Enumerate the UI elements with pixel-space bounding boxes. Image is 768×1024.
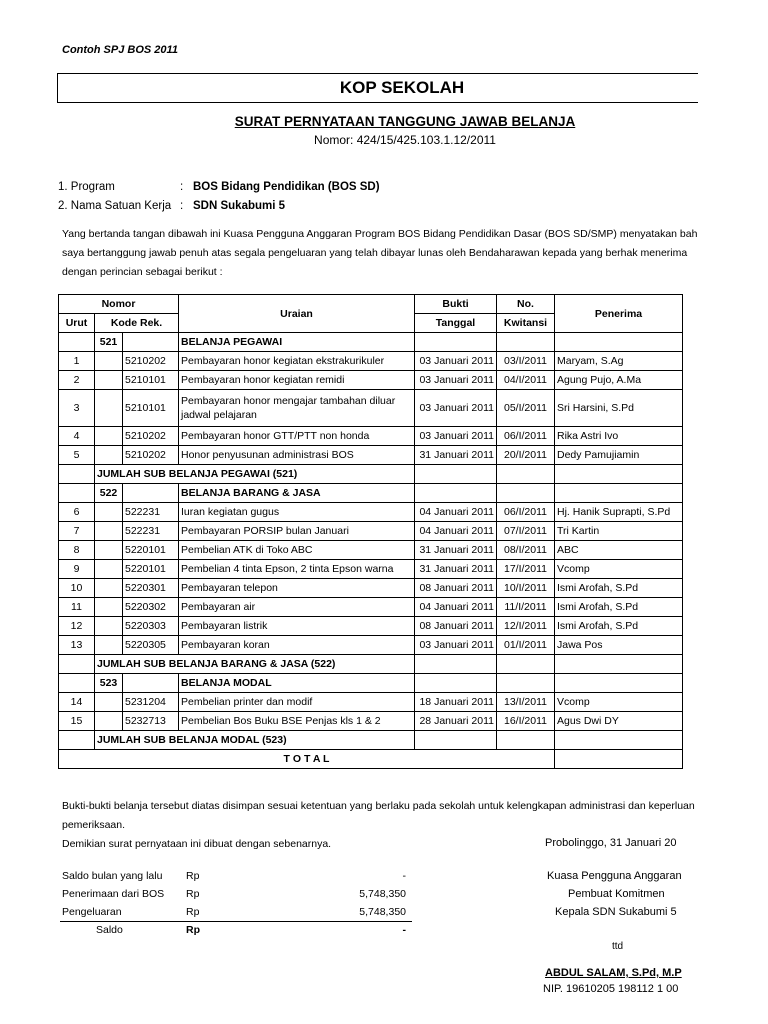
- group-empty: [497, 333, 555, 352]
- cell-uraian: Pembayaran telepon: [179, 579, 415, 598]
- header-tanggal: Tanggal: [415, 314, 497, 333]
- subtotal-empty: [59, 731, 95, 750]
- table-row: [59, 390, 683, 427]
- cell-tanggal: 31 Januari 2011: [415, 446, 497, 465]
- cell-kode: 5220101: [123, 541, 179, 560]
- document-label: Contoh SPJ BOS 2011: [62, 44, 178, 56]
- subtotal-empty: [555, 731, 683, 750]
- table-header-row-1: [59, 295, 683, 314]
- cell-kwitansi: 10/I/2011: [497, 579, 555, 598]
- letterhead-title: KOP SEKOLAH: [339, 78, 465, 97]
- cell-kode: 522231: [123, 522, 179, 541]
- intro-line-1: Yang bertanda tangan dibawah ini Kuasa Pengguna Anggaran Program BOS Bidang Pendidikan Dasar (BOS SD/SMP) menyatakan bah: [62, 228, 698, 240]
- intro-line-2: saya bertanggung jawab penuh atas segala pengeluaran yang telah dibayar lunas oleh Bendaharawan kepada yang berhak menerima: [62, 247, 688, 259]
- group-empty: [59, 484, 95, 503]
- cell-uraian: Iuran kegiatan gugus: [179, 503, 415, 522]
- subtotal-row: [59, 465, 683, 484]
- subtotal-label: JUMLAH SUB BELANJA BARANG & JASA (522): [95, 655, 415, 674]
- closing-line-3: Demikian surat pernyataan ini dibuat dengan sebenarnya.: [62, 838, 332, 850]
- cell-empty: [95, 712, 123, 731]
- cell-uraian: Pembelian ATK di Toko ABC: [179, 541, 415, 560]
- header-uraian: Uraian: [179, 295, 415, 333]
- cell-penerima: Vcomp: [555, 560, 683, 579]
- signatory-nip: NIP. 19610205 198112 1 00: [543, 983, 679, 995]
- table-row: [59, 446, 683, 465]
- cell-urut: 13: [59, 636, 95, 655]
- cell-kwitansi: 13/I/2011: [497, 693, 555, 712]
- cell-penerima: Hj. Hanik Suprapti, S.Pd: [555, 503, 683, 522]
- expense-table: [58, 294, 683, 769]
- signature-role-2: Pembuat Komitmen: [568, 888, 665, 900]
- cell-tanggal: 03 Januari 2011: [415, 636, 497, 655]
- subtotal-empty: [59, 465, 95, 484]
- cell-tanggal: 03 Januari 2011: [415, 390, 497, 427]
- cell-uraian: Pembelian Bos Buku BSE Penjas kls 1 & 2: [179, 712, 415, 731]
- intro-line-3: dengan perincian sebagai berikut :: [62, 266, 223, 278]
- cell-kode: 5220302: [123, 598, 179, 617]
- saldo-cur: Rp: [186, 924, 200, 936]
- cell-penerima: Agus Dwi DY: [555, 712, 683, 731]
- cell-uraian: Pembayaran honor kegiatan remidi: [179, 371, 415, 390]
- cell-tanggal: 28 Januari 2011: [415, 712, 497, 731]
- cell-urut: 12: [59, 617, 95, 636]
- cell-penerima: Vcomp: [555, 693, 683, 712]
- cell-tanggal: 31 Januari 2011: [415, 560, 497, 579]
- cell-penerima: Agung Pujo, A.Ma: [555, 371, 683, 390]
- cell-kwitansi: 04/I/2011: [497, 371, 555, 390]
- table-row: [59, 541, 683, 560]
- place-date: Probolinggo, 31 Januari 20: [545, 837, 677, 849]
- finance-cur-2: Rp: [186, 888, 200, 900]
- cell-urut: 2: [59, 371, 95, 390]
- group-title: BELANJA MODAL: [179, 674, 415, 693]
- finance-divider: [60, 921, 412, 922]
- group-row: [59, 674, 683, 693]
- cell-uraian: Pembayaran honor GTT/PTT non honda: [179, 427, 415, 446]
- group-empty: [59, 333, 95, 352]
- table-row: [59, 579, 683, 598]
- cell-empty: [95, 427, 123, 446]
- cell-empty: [95, 579, 123, 598]
- signature-role-3: Kepala SDN Sukabumi 5: [555, 906, 677, 918]
- header-no: No.: [497, 295, 555, 314]
- cell-kode: 5220101: [123, 560, 179, 579]
- cell-tanggal: 08 Januari 2011: [415, 579, 497, 598]
- cell-urut: 15: [59, 712, 95, 731]
- group-code: 521: [95, 333, 123, 352]
- cell-penerima: Maryam, S.Ag: [555, 352, 683, 371]
- cell-empty: [95, 503, 123, 522]
- cell-penerima: ABC: [555, 541, 683, 560]
- cell-tanggal: 04 Januari 2011: [415, 503, 497, 522]
- cell-kwitansi: 11/I/2011: [497, 598, 555, 617]
- cell-kwitansi: 06/I/2011: [497, 427, 555, 446]
- header-kwitansi: Kwitansi: [497, 314, 555, 333]
- cell-empty: [95, 390, 123, 427]
- subtotal-empty: [555, 465, 683, 484]
- cell-kwitansi: 06/I/2011: [497, 503, 555, 522]
- cell-urut: 9: [59, 560, 95, 579]
- cell-kwitansi: 20/I/2011: [497, 446, 555, 465]
- group-empty: [497, 674, 555, 693]
- group-empty: [123, 333, 179, 352]
- group-code: 523: [95, 674, 123, 693]
- group-empty: [497, 484, 555, 503]
- cell-empty: [95, 371, 123, 390]
- subtotal-empty: [415, 465, 497, 484]
- saldo-amount: -: [402, 924, 406, 936]
- cell-kode: 522231: [123, 503, 179, 522]
- group-title: BELANJA PEGAWAI: [179, 333, 415, 352]
- table-row: [59, 522, 683, 541]
- total-label: T O T A L: [59, 750, 555, 769]
- cell-tanggal: 31 Januari 2011: [415, 541, 497, 560]
- finance-cur-3: Rp: [186, 906, 200, 918]
- total-empty: [555, 750, 683, 769]
- finance-label-3: Pengeluaran: [62, 906, 122, 918]
- cell-urut: 11: [59, 598, 95, 617]
- subtotal-empty: [555, 655, 683, 674]
- cell-kwitansi: 08/I/2011: [497, 541, 555, 560]
- finance-amount-1: -: [402, 870, 406, 882]
- document-number: Nomor: 424/15/425.103.1.12/2011: [314, 133, 496, 147]
- total-row: [59, 750, 683, 769]
- subtotal-label: JUMLAH SUB BELANJA PEGAWAI (521): [95, 465, 415, 484]
- closing-line-1: Bukti-bukti belanja tersebut diatas disimpan sesuai ketentuan yang berlaku pada sekolah untuk kelengkapan administrasi dan keperluan: [62, 800, 695, 812]
- cell-uraian: Pembayaran honor mengajar tambahan diluar jadwal pelajaran: [179, 390, 415, 427]
- table-row: [59, 427, 683, 446]
- cell-kode: 5210101: [123, 390, 179, 427]
- cell-uraian: Honor penyusunan administrasi BOS: [179, 446, 415, 465]
- group-empty: [555, 484, 683, 503]
- cell-empty: [95, 636, 123, 655]
- subtotal-empty: [497, 731, 555, 750]
- saldo-label: Saldo: [96, 924, 123, 936]
- cell-uraian: Pembelian 4 tinta Epson, 2 tinta Epson warna: [179, 560, 415, 579]
- cell-kwitansi: 01/I/2011: [497, 636, 555, 655]
- finance-label-2: Penerimaan dari BOS: [62, 888, 165, 900]
- cell-tanggal: 03 Januari 2011: [415, 371, 497, 390]
- signature-role-1: Kuasa Pengguna Anggaran: [547, 870, 682, 882]
- group-empty: [555, 333, 683, 352]
- cell-empty: [95, 693, 123, 712]
- group-empty: [415, 674, 497, 693]
- table-row: [59, 617, 683, 636]
- cell-tanggal: 04 Januari 2011: [415, 522, 497, 541]
- cell-empty: [95, 560, 123, 579]
- table-row: [59, 636, 683, 655]
- header-nomor: Nomor: [59, 295, 179, 314]
- subtotal-empty: [415, 655, 497, 674]
- header-urut: Urut: [59, 314, 95, 333]
- table-row: [59, 693, 683, 712]
- cell-kode: 5210202: [123, 352, 179, 371]
- cell-empty: [95, 598, 123, 617]
- group-empty: [123, 674, 179, 693]
- table-row: [59, 371, 683, 390]
- cell-urut: 8: [59, 541, 95, 560]
- cell-kode: 5210101: [123, 371, 179, 390]
- cell-kwitansi: 17/I/2011: [497, 560, 555, 579]
- cell-uraian: Pembayaran koran: [179, 636, 415, 655]
- header-kode: Kode Rek.: [95, 314, 179, 333]
- cell-kode: 5231204: [123, 693, 179, 712]
- table-row: [59, 503, 683, 522]
- cell-tanggal: 03 Januari 2011: [415, 427, 497, 446]
- cell-uraian: Pembelian printer dan modif: [179, 693, 415, 712]
- group-empty: [59, 674, 95, 693]
- cell-kode: 5210202: [123, 427, 179, 446]
- cell-kode: 5220305: [123, 636, 179, 655]
- header-bukti: Bukti: [415, 295, 497, 314]
- field-program-label: 1. Program: [58, 181, 115, 193]
- group-empty: [415, 333, 497, 352]
- cell-penerima: Rika Astri Ivo: [555, 427, 683, 446]
- field-unit-sep: :: [180, 200, 184, 212]
- cell-empty: [95, 446, 123, 465]
- cell-urut: 5: [59, 446, 95, 465]
- cell-urut: 6: [59, 503, 95, 522]
- header-penerima: Penerima: [555, 295, 683, 333]
- subtotal-row: [59, 731, 683, 750]
- cell-empty: [95, 352, 123, 371]
- signature-ttd: ttd: [612, 941, 624, 952]
- cell-urut: 3: [59, 390, 95, 427]
- finance-cur-1: Rp: [186, 870, 200, 882]
- cell-kwitansi: 07/I/2011: [497, 522, 555, 541]
- group-empty: [123, 484, 179, 503]
- cell-urut: 4: [59, 427, 95, 446]
- group-row: [59, 333, 683, 352]
- signatory-name: ABDUL SALAM, S.Pd, M.P: [545, 967, 682, 979]
- document-title: SURAT PERNYATAAN TANGGUNG JAWAB BELANJA: [234, 114, 576, 129]
- cell-urut: 1: [59, 352, 95, 371]
- cell-urut: 10: [59, 579, 95, 598]
- closing-line-2: pemeriksaan.: [62, 819, 126, 831]
- cell-penerima: Ismi Arofah, S.Pd: [555, 598, 683, 617]
- cell-kode: 5210202: [123, 446, 179, 465]
- cell-uraian: Pembayaran PORSIP bulan Januari: [179, 522, 415, 541]
- cell-penerima: Ismi Arofah, S.Pd: [555, 579, 683, 598]
- field-unit-label: 2. Nama Satuan Kerja: [58, 200, 172, 212]
- group-code: 522: [95, 484, 123, 503]
- cell-kwitansi: 12/I/2011: [497, 617, 555, 636]
- subtotal-row: [59, 655, 683, 674]
- cell-tanggal: 18 Januari 2011: [415, 693, 497, 712]
- table-row: [59, 598, 683, 617]
- cell-empty: [95, 522, 123, 541]
- cell-kwitansi: 16/I/2011: [497, 712, 555, 731]
- subtotal-empty: [59, 655, 95, 674]
- group-empty: [415, 484, 497, 503]
- cell-penerima: Ismi Arofah, S.Pd: [555, 617, 683, 636]
- cell-kode: 5220303: [123, 617, 179, 636]
- cell-kwitansi: 03/I/2011: [497, 352, 555, 371]
- cell-tanggal: 08 Januari 2011: [415, 617, 497, 636]
- cell-kode: 5232713: [123, 712, 179, 731]
- table-row: [59, 560, 683, 579]
- subtotal-empty: [497, 655, 555, 674]
- cell-penerima: Dedy Pamujiamin: [555, 446, 683, 465]
- field-unit-value: SDN Sukabumi 5: [193, 200, 286, 212]
- group-title: BELANJA BARANG & JASA: [179, 484, 415, 503]
- cell-empty: [95, 541, 123, 560]
- cell-penerima: Sri Harsini, S.Pd: [555, 390, 683, 427]
- cell-uraian: Pembayaran air: [179, 598, 415, 617]
- cell-empty: [95, 617, 123, 636]
- cell-urut: 14: [59, 693, 95, 712]
- finance-label-1: Saldo bulan yang lalu: [62, 870, 163, 882]
- finance-amount-2: 5,748,350: [359, 888, 406, 900]
- finance-amount-3: 5,748,350: [359, 906, 406, 918]
- table-row: [59, 712, 683, 731]
- cell-kode: 5220301: [123, 579, 179, 598]
- field-program-value: BOS Bidang Pendidikan (BOS SD): [193, 181, 380, 193]
- subtotal-empty: [415, 731, 497, 750]
- group-empty: [555, 674, 683, 693]
- group-row: [59, 484, 683, 503]
- subtotal-empty: [497, 465, 555, 484]
- cell-urut: 7: [59, 522, 95, 541]
- subtotal-label: JUMLAH SUB BELANJA MODAL (523): [95, 731, 415, 750]
- field-program-sep: :: [180, 181, 184, 193]
- cell-penerima: Jawa Pos: [555, 636, 683, 655]
- cell-uraian: Pembayaran honor kegiatan ekstrakurikuler: [179, 352, 415, 371]
- cell-tanggal: 03 Januari 2011: [415, 352, 497, 371]
- cell-uraian: Pembayaran listrik: [179, 617, 415, 636]
- cell-kwitansi: 05/I/2011: [497, 390, 555, 427]
- table-row: [59, 352, 683, 371]
- cell-tanggal: 04 Januari 2011: [415, 598, 497, 617]
- cell-penerima: Tri Kartin: [555, 522, 683, 541]
